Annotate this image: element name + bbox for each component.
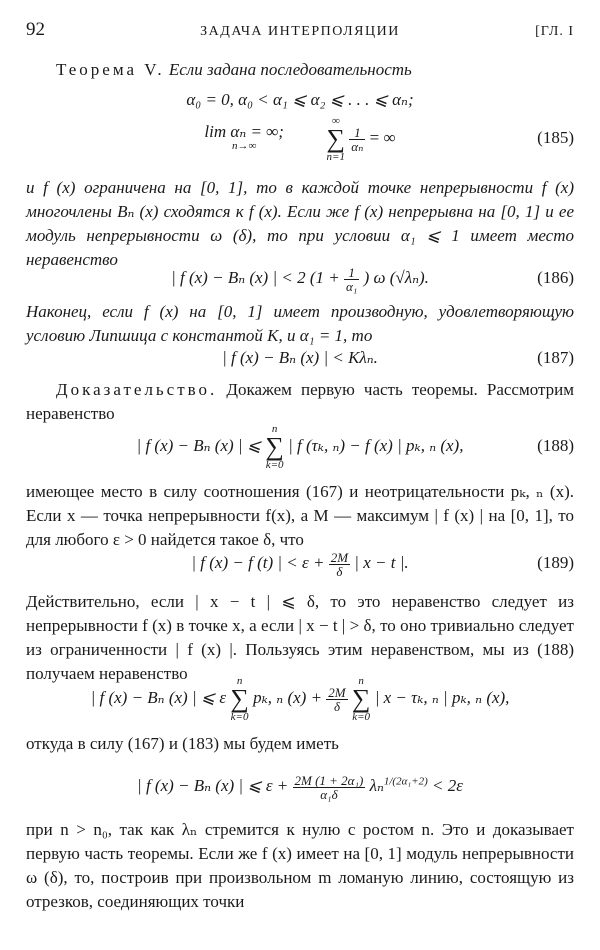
running-title: ЗАДАЧА ИНТЕРПОЛЯЦИИ bbox=[200, 24, 400, 39]
equation-187: | f (x) − Bₙ (x) | < Kλₙ. (187) bbox=[26, 346, 574, 370]
fraction: $\frac{2M}{\delta}$ bbox=[328, 684, 346, 714]
equation-number-189: (189) bbox=[537, 553, 574, 572]
theorem-statement bbox=[26, 58, 574, 82]
chapter-marker: [ГЛ. I bbox=[535, 24, 574, 39]
fraction: $\frac{\text{2M (1 + 2α₁)}}{\text{α₁δ}}$ bbox=[294, 772, 364, 802]
equation-number-185: (185) bbox=[537, 128, 574, 147]
equation-189: | f (x) − f (t) | < ε + $\frac{2M}{\delta}$ | x − t |. (189) bbox=[26, 546, 574, 580]
equation-sequence-body: α₀ = 0, α₀ < α₁ ⩽ α₂ ⩽ . . . ⩽ αₙ; bbox=[186, 90, 414, 109]
sum-symbol: n ∑ k=0 bbox=[265, 423, 284, 472]
equation-188: | f (x) − Bₙ (x) | ⩽ n ∑ k=0 | f (τₖ, ₙ) − f (x) | pₖ, ₙ (x), (188) bbox=[26, 418, 574, 474]
theorem-intro: Если задана последовательность bbox=[168, 60, 412, 79]
equation-185: lim αₙ = ∞; n→∞ ∞ ∑ n=1 $\frac{1}{\text{αₙ}}$ = ∞ (185) bbox=[26, 112, 574, 164]
limit-expression: lim αₙ = ∞; n→∞ bbox=[204, 122, 284, 153]
sum-symbol: ∞ ∑ n=1 bbox=[326, 115, 346, 164]
running-header bbox=[26, 18, 574, 44]
equation-long: | f (x) − Bₙ (x) | ⩽ ε n ∑ k=0 pₖ, ₙ (x) + $\frac{2M}{\delta}$ n ∑ k=0 | x − τₖ, ₙ | pₖ, ₙ (x), bbox=[90, 675, 510, 724]
equation-sequence bbox=[26, 88, 574, 112]
proof-label: Доказательство. bbox=[56, 380, 218, 399]
equation-186: | f (x) − Bₙ (x) | < 2 (1 + $\frac{1}{\text{α₁}}$ ) ω (√λₙ). (186) bbox=[26, 262, 574, 294]
equation-final: | f (x) − Bₙ (x) | ⩽ ε + $\frac{\text{2M (1 + 2α₁)}}{\text{α₁δ}}$ λₙ$^{1/(2\alpha_1+2)}$ < 2ε bbox=[137, 772, 463, 802]
paragraph-continuity: имеющее место в силу соотношения (167) и неотрицательности pₖ, ₙ (x). Если x — точка непрерывности f(x), а M — максимум | f (x) | на [0, 1], то для любого ε > 0 найдется такое δ, что bbox=[26, 482, 574, 549]
paragraph-conclusion: при n > n₀, так как λₙ стремится к нулю с ростом n. Это и доказывает первую часть теоремы. Если же f (x) имеет на [0, 1] модуль непрерывности ω (δ), то, построив при произвольном m ломаную линию, состоящую из отрезков, соединяющих точки bbox=[26, 820, 574, 911]
fraction: $\frac{2M}{\delta}$ bbox=[330, 549, 349, 579]
theorem-label: Теорема V. bbox=[56, 60, 165, 79]
fraction: $\frac{1}{\text{αₙ}}$ bbox=[351, 124, 364, 154]
fraction: $\frac{1}{\text{α₁}}$ bbox=[345, 264, 358, 294]
page-number: 92 bbox=[26, 19, 45, 40]
paragraph-conditions: и f (x) ограничена на [0, 1], то в каждой точке непрерывности f (x) многочлены Bₙ (x) сходятся к f (x). Если же f (x) непрерывна на [0, 1] и ее модуль непрерывности ω (δ), то при условии α₁ ⩽ 1 имеет место неравенство bbox=[26, 178, 574, 269]
equation-number-186: (186) bbox=[537, 268, 574, 287]
equation-number-187: (187) bbox=[537, 348, 574, 367]
paragraph-whence: откуда в силу (167) и (183) мы будем иметь bbox=[26, 734, 339, 753]
sum-symbol: n ∑ k=0 bbox=[351, 675, 371, 724]
paragraph-indeed: Действительно, если | x − t | ⩽ δ, то это неравенство следует из непрерывности f (x) в точке x, а если | x − t | > δ, то оно тривиально следует из ограниченности | f (x) |. Пользуясь этим неравенством, мы из (188) получаем неравенство bbox=[26, 592, 574, 683]
paragraph-lipschitz: Наконец, если f (x) на [0, 1] имеет производную, удовлетворяющую условию Липшица с константой K, и α₁ = 1, то bbox=[26, 302, 574, 345]
sum-symbol: n ∑ k=0 bbox=[230, 675, 249, 724]
proof-paragraph: Доказательство. Докажем первую часть теоремы. Рассмотрим неравенство bbox=[26, 380, 574, 423]
equation-number-188: (188) bbox=[537, 436, 574, 455]
